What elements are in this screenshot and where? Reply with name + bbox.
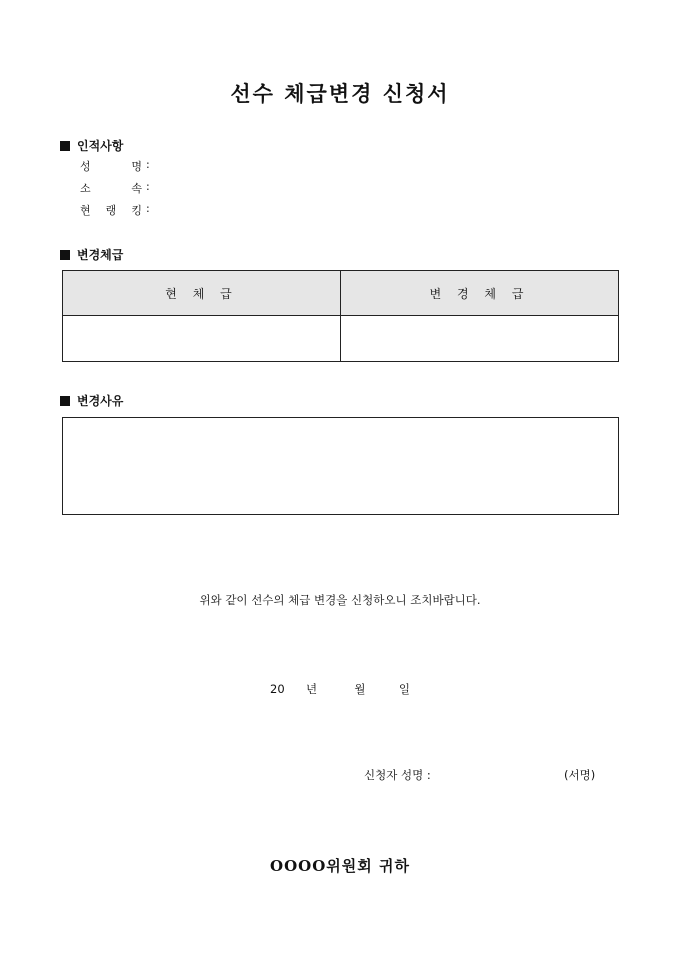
recipient: OOOO위원회 귀하 <box>270 857 410 875</box>
column-header-new-grade: 변 경 체 급 <box>341 271 619 316</box>
field-ranking <box>80 202 150 218</box>
year-unit: 년 <box>306 682 318 696</box>
reason-box[interactable] <box>62 417 619 515</box>
field-label: 현 랭 킹 <box>80 204 142 217</box>
field-name <box>80 158 150 174</box>
applicant-name-label: 신청자 성명 : <box>364 768 431 782</box>
square-bullet-icon <box>60 396 70 406</box>
table-row <box>63 316 619 362</box>
field-colon: : <box>146 202 150 215</box>
new-grade-cell[interactable] <box>341 316 619 362</box>
section-heading-reason <box>60 392 123 409</box>
section-heading-label: 인적사항 <box>77 139 124 153</box>
square-bullet-icon <box>60 141 70 151</box>
table-header-row <box>63 271 619 316</box>
request-statement: 위와 같이 선수의 체급 변경을 신청하오니 조치바랍니다. <box>199 593 481 607</box>
field-label: 성 명 <box>80 160 142 173</box>
current-grade-cell[interactable] <box>63 316 341 362</box>
field-label: 소 속 <box>80 182 142 195</box>
section-heading-label: 변경체급 <box>77 248 124 262</box>
date-line <box>0 681 680 697</box>
day-unit: 일 <box>398 682 410 696</box>
field-affiliation <box>80 180 150 196</box>
square-bullet-icon <box>60 250 70 260</box>
section-heading-label: 변경사유 <box>77 394 124 408</box>
signature-seal: (서명) <box>564 768 596 782</box>
column-header-current-grade: 현 체 급 <box>63 271 341 316</box>
field-colon: : <box>146 158 150 171</box>
document-title: 선수 체급변경 신청서 <box>230 81 450 106</box>
section-heading-grade <box>60 246 123 263</box>
grade-table <box>62 270 619 362</box>
section-heading-personal <box>60 137 123 154</box>
year-prefix: 20 <box>270 682 285 696</box>
field-colon: : <box>146 180 150 193</box>
month-unit: 월 <box>354 682 366 696</box>
